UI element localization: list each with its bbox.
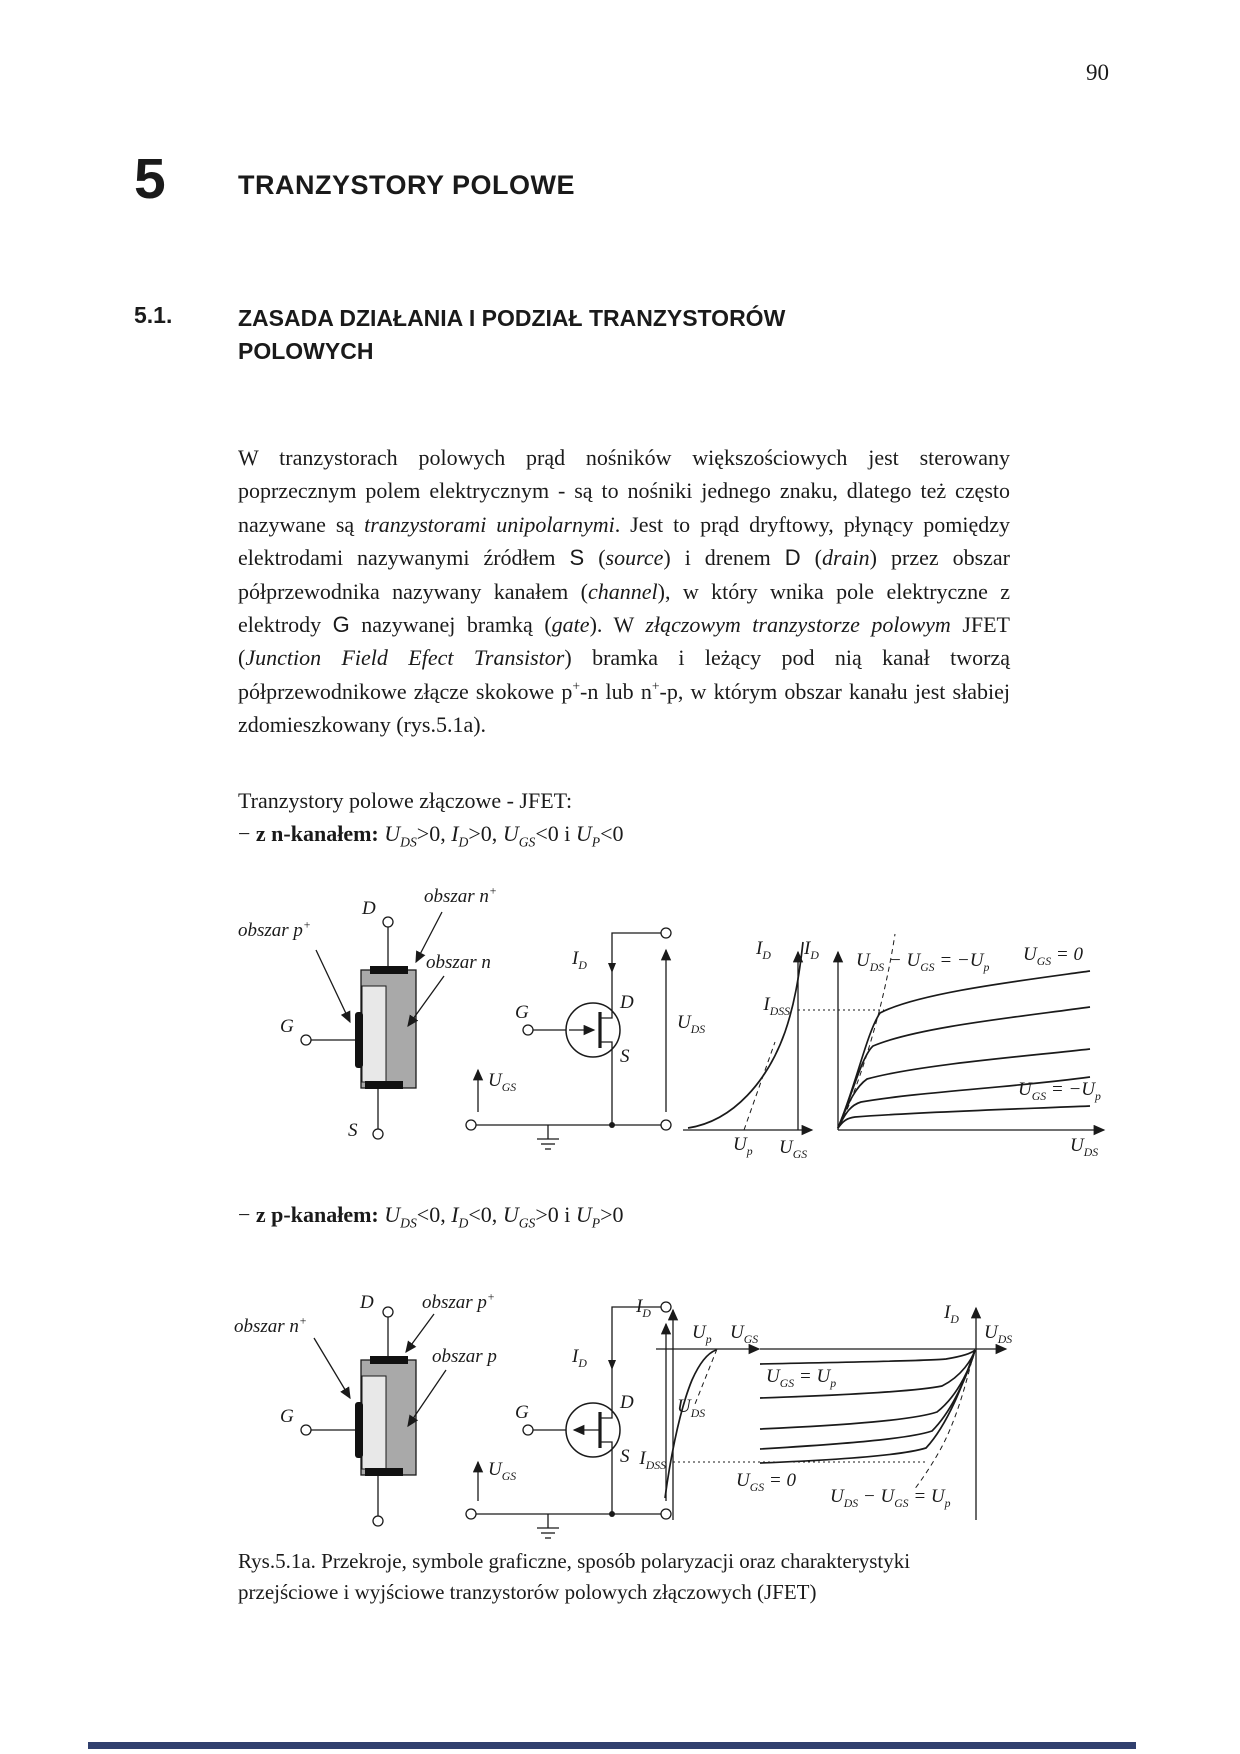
boundary-equation-label: $U_{DS} - U_{GS} = U_p$ (830, 1486, 951, 1510)
ugs-axis-label: $U_{GS}$ (779, 1137, 808, 1161)
region-n-label: obszar n (426, 952, 491, 973)
figure-pjfet (228, 1292, 1133, 1544)
output-id-axis-label: $I_D$ (804, 938, 819, 962)
circuit-source-label: S (620, 1446, 630, 1467)
jfet-list-intro: Tranzystory polowe złączowe - JFET: (238, 788, 573, 813)
uds-voltage-label: $U_{DS}$ (677, 1396, 706, 1420)
intro-paragraph: W tranzystorach polowych prąd nośników większościowych jest sterowany poprzecznym polem elektrycznym - są to nośniki jednego znaku, dlatego też często nazywane są tranzystorami unipolarnymi. Jest to prąd dryftowy, płynący pomiędzy elektrodami nazywanymi źródłem S (source) i drenem D (drain) przez obszar półprzewodnika nazywany kanałem (channel), w który wnika pole elektryczne z elektrody G nazywanej bramką (gate). W złączowym tranzystorze polowym JFET (Junction Field Efect Transistor) bramka i leżący pod nią kanał tworzą półprzewodnikowe złącze skokowe p+-n lub n+-p, w którym obszar kanału jest słabiej zdomieszkowany (rys.5.1a). (238, 445, 1011, 738)
up-axis-label: $U_p$ (733, 1134, 753, 1158)
caption-line-1: Rys.5.1a. Przekroje, symbole graficzne, sposób polaryzacji oraz charakterystyki (238, 1549, 911, 1573)
transfer-id-axis-label: $I_D$ (636, 1296, 651, 1320)
drain-label: D (360, 1292, 374, 1313)
chapter-title: TRANZYSTORY POLOWE (238, 170, 576, 200)
section-number: 5.1. (134, 302, 173, 328)
bullet-n-channel: − z n-kanałem: $U_{DS}>0$, $I_D>0$, $U_{GS}<0$ i $U_P<0$ (238, 821, 624, 850)
region-n-plus-label: obszar n+ (424, 884, 497, 907)
gate-label: G (280, 1016, 294, 1037)
drain-label: D (362, 898, 376, 919)
caption-line-2: przejściowe i wyjściowe tranzystorów polowych złączowych (JFET) (238, 1580, 817, 1604)
circuit-drain-label: D (620, 992, 634, 1013)
up-axis-label: $U_p$ (692, 1322, 712, 1346)
boundary-equation-label: $U_{DS} - U_{GS} = -U_p$ (856, 950, 990, 974)
bullet-p-channel: − z p-kanałem: $U_{DS}<0$, $I_D<0$, $U_{GS}>0$ i $U_P>0$ (238, 1202, 624, 1231)
ugs-voltage-label: $U_{GS}$ (488, 1459, 517, 1483)
figure-njfet (228, 860, 1133, 1162)
ugs-voltage-label: $U_{GS}$ (488, 1070, 517, 1094)
ugs-zero-curve-label: $U_{GS} = 0$ (736, 1470, 796, 1494)
region-p-plus-label: obszar p+ (238, 918, 311, 941)
uds-voltage-label: $U_{DS}$ (677, 1012, 706, 1036)
circuit-gate-label: G (515, 1402, 529, 1423)
page-number: 90 (1086, 60, 1109, 85)
idss-label: $I_{DSS}$ (639, 1448, 666, 1472)
section-title: ZASADA DZIAŁANIA I PODZIAŁ TRANZYSTORÓW POLOWYCH (238, 305, 786, 364)
region-n-plus-label: obszar n+ (234, 1314, 307, 1337)
circuit-source-label: S (620, 1046, 630, 1067)
output-id-axis-label: $I_D$ (944, 1302, 959, 1326)
source-label: S (348, 1120, 358, 1141)
pjfet-cross-section (301, 1307, 446, 1526)
circuit-gate-label: G (515, 1002, 529, 1023)
njfet-transfer-plot (683, 942, 884, 1130)
ugs-up-curve-label: $U_{GS} = U_p$ (766, 1366, 837, 1390)
region-p-label: obszar p (432, 1346, 497, 1367)
uds-axis-label: $U_{DS}$ (1070, 1135, 1099, 1159)
pjfet-bias-circuit (466, 1302, 671, 1538)
idss-label: $I_{DSS}$ (763, 994, 790, 1018)
transfer-id-axis-label: $I_D$ (756, 938, 771, 962)
circuit-drain-label: D (620, 1392, 634, 1413)
drain-current-label: $I_D$ (572, 948, 587, 972)
chapter-number: 5 (134, 147, 166, 211)
figure-caption (238, 1546, 910, 1608)
scan-edge-artifact (88, 1742, 1136, 1749)
uds-axis-label: $U_{DS}$ (984, 1322, 1013, 1346)
gate-label: G (280, 1406, 294, 1427)
ugs-zero-curve-label: $U_{GS} = 0$ (1023, 944, 1083, 968)
region-p-plus-label: obszar p+ (422, 1290, 495, 1313)
ugs-minus-up-curve-label: $U_{GS} = -U_p$ (1018, 1079, 1101, 1103)
njfet-bias-circuit (466, 928, 671, 1149)
drain-current-label: $I_D$ (572, 1346, 587, 1370)
ugs-axis-label: $U_{GS}$ (730, 1322, 759, 1346)
njfet-cross-section (301, 912, 444, 1139)
